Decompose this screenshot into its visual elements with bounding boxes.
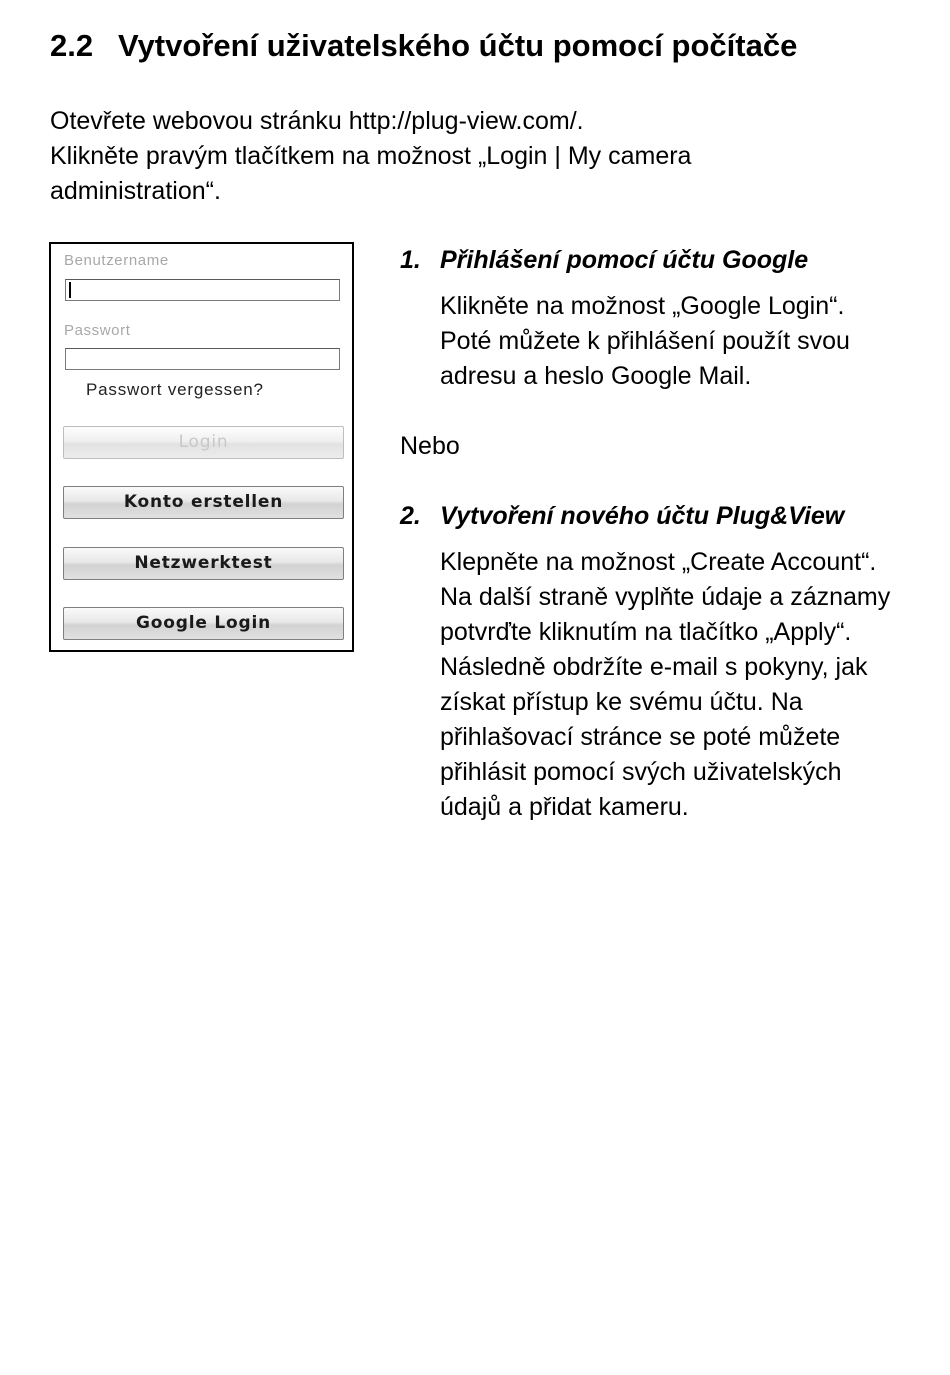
step-1-body [440, 289, 950, 394]
text-caret [69, 282, 71, 298]
instructions [400, 240, 950, 825]
or-separator: Nebo [400, 432, 460, 460]
forgot-password-link[interactable]: Passwort vergessen? [86, 380, 264, 399]
step-1-title [400, 243, 950, 278]
google-login-button[interactable]: Google Login [63, 607, 344, 640]
intro-line-login: Klikněte pravým tlačítkem na možnost „Login | My camera administration“. [50, 142, 692, 205]
step-2-line: údajů a přidat kameru. [440, 793, 689, 821]
step-2-title [400, 499, 950, 534]
step-2-title-text: Vytvoření nového účtu Plug&View [440, 502, 845, 530]
step-1-title-text: Přihlášení pomocí účtu Google [440, 246, 809, 274]
section-number: 2.2 [50, 28, 94, 63]
step-2-number: 2. [400, 502, 421, 530]
step-2-line: potvrďte kliknutím na tlačítko „Apply“. [440, 618, 852, 646]
step-1-line: Klikněte na možnost „Google Login“. [440, 292, 845, 320]
network-test-button[interactable]: Netzwerktest [63, 547, 344, 580]
username-input[interactable] [65, 279, 340, 301]
username-label: Benutzername [64, 252, 169, 269]
password-label: Passwort [64, 322, 131, 339]
section-title: Vytvoření uživatelského účtu pomocí počítače [118, 28, 798, 63]
password-input[interactable] [65, 348, 340, 370]
step-2-line: Na další straně vyplňte údaje a záznamy [440, 583, 891, 611]
step-1-line: adresu a heslo Google Mail. [440, 362, 752, 390]
step-2-line: získat přístup ke svému účtu. Na [440, 688, 803, 716]
step-1-number: 1. [400, 246, 421, 274]
step-2-line: přihlašovací stránce se poté můžete [440, 723, 841, 751]
step-2-line: Klepněte na možnost „Create Account“. [440, 548, 877, 576]
intro-line-url: Otevřete webovou stránku http://plug-view.com/. [50, 107, 584, 135]
step-1-line: Poté můžete k přihlášení použít svou [440, 327, 850, 355]
intro-paragraph [50, 104, 850, 209]
step-2-line: přihlásit pomocí svých uživatelských [440, 758, 842, 786]
section-heading [50, 24, 797, 68]
step-2-line: Následně obdržíte e-mail s pokyny, jak [440, 653, 868, 681]
step-2-body [440, 545, 950, 825]
create-account-button[interactable]: Konto erstellen [63, 486, 344, 519]
login-button[interactable]: Login [63, 426, 344, 459]
login-form-screenshot [49, 242, 354, 652]
